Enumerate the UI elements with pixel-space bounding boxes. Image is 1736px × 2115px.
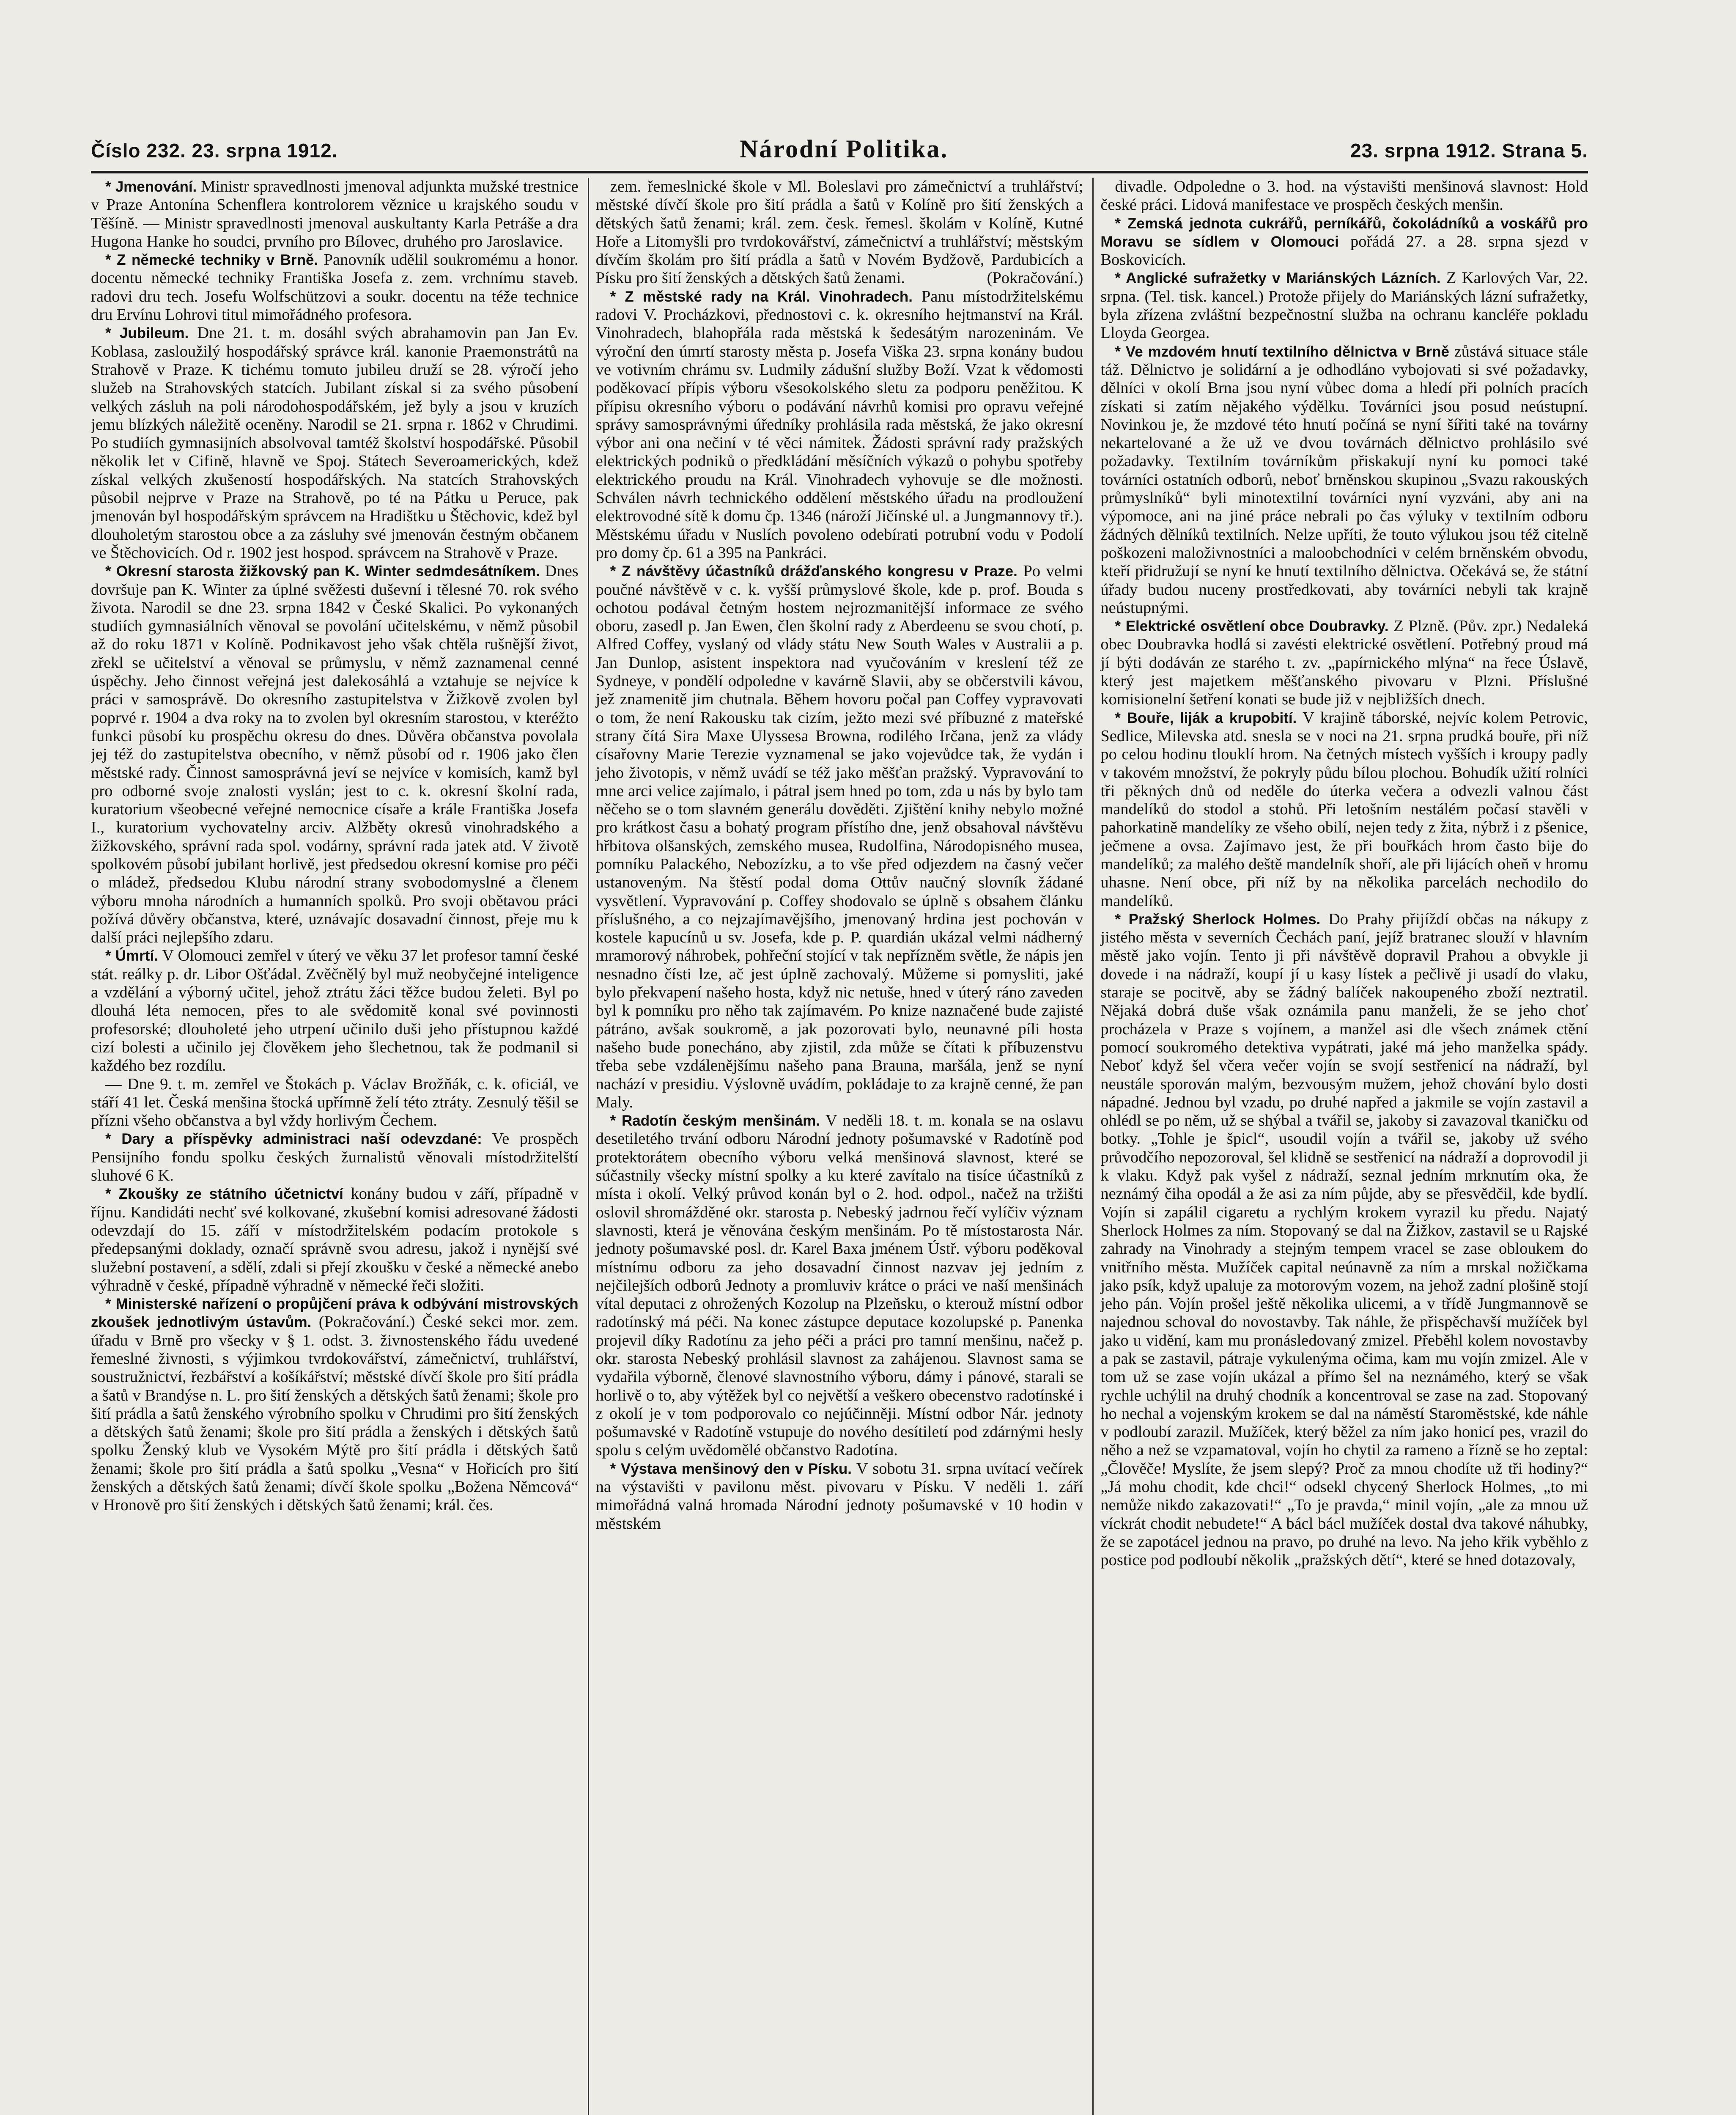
date-page-number: 23. srpna 1912. Strana 5. [1350,140,1588,162]
news-item [91,1295,579,1515]
news-item [596,178,1083,288]
news-item-body: V Olomouci zemřel v úterý ve věku 37 let profesor tamní české stát. reálky p. dr. Libor Ošťádal. Zvěčnělý byl muž neobyčejné inteligence a vzdělání a výborný učitel, jehož ztrátu žáci těžce budou želeti. Byl po dlouhá léta nemocen, přes to ale svědomitě konal své povinnosti profesorské; dlouholeté jeho utrpení učinilo duši jeho přístupnou každé cizí bolesti a učinilo jej člověkem jeho šlechetnou, tak že podmanil si každého bez rozdílu. [91,947,579,1075]
news-item-body: Panovník udělil soukromému a honor. docentu německé techniky Františka Josefa z. zem. vrchnímu staveb. radovi dru tech. Josefu Wolfschützovi a soukr. docentu na téže technice dru Ervínu Lohrovi titul mimořádného profesora. [91,251,579,324]
news-item-body: V sobotu 31. srpna uvítací večírek na výstavišti v pavilonu měst. pivovaru v Písku. V neděli 1. září mimořádná valná hromada Národní jednoty pošumavské v 10 hodin v městském [595,1459,1083,1533]
news-item [91,947,579,1075]
news-item-body: V neděli 18. t. m. konala se na oslavu desetiletého trvání odboru Národní jednoty pošumavské v Radotíně pod protektorátem obecního výboru velká menšinová slavnost, které se súčastnily všecky místní spolky a ku které zavítalo na tisíce účastníků z místa i okolí. Velký průvod konán byl o 2. hod. odpol., načež na tržišti oslovil shromážděné okr. starosta p. Nebeský jadrnou řečí vylíčiv význam slavnosti, která je věnována českým menšinám. Po tě místostarosta Nár. jednoty pošumavské posl. dr. Karel Baxa jménem Ústř. výboru poděkoval místnímu odboru za jeho dosavadní činnost nazvav jej jedním z nejčilejších odborů Jednoty a promluviv krátce o práci ve naší menšinách vítal deputaci z ohrožených Kozolup na Plzeňsku, o kterouž místní odbor radotínský má péči. Na konec zástupce deputace kozolupské p. Panenka projevil díky Radotínu za jeho péči a práci pro tamní menšinu, načež p. okr. starosta Nebeský prohlásil slavnost za zahájenou. Slavnost sama se vydařila výborně, členové slavnostního výboru, dámy i pánové, starali se horlivě o to, aby výtěžek byl co největší a veškero obecenstvo radotínské i z okolí je v tom podporovalo co nejúčinněji. Místní odbor Nár. jednoty pošumavské v Radotíně vstupuje do nového desítiletí pod zdárnými hesly spolu s celým uvědomělé občanstvo Radotína. [595,1112,1083,1459]
news-item-body: zem. řemeslnické škole v Ml. Boleslavi pro zámečnictví a truhlářství; městské dívčí škole pro šití prádla a šatů v Kolíně pro šití ženských a dětských šatů ženami; král. zem. česk. řemesl. školám v Kolíně, Kutné Hoře a Litomyšli pro tvrdokovářství, zámečnictví a truhlářství; městským dívčím školám pro šití prádla a šatů v Novém Bydžově, Pardubicích a Písku pro šití ženských a dětských šatů ženami. [595,178,1083,287]
news-item-body: Z Plzně. (Pův. zpr.) Nedaleká obec Doubravka hodlá si zavésti elektrické osvětlení. Potřebný proud má jí býti dodáván ze starého t. zv. „papírnického mlýna“ na řece Úslavě, který jest majetkem měšťanského pivovaru v Plzni. Příslušné komisionelní šetření konati se bude již v nejbližších dnech. [1100,617,1588,709]
news-item [596,288,1083,562]
news-item-body: Do Prahy přijíždí občas na nákupy z jistého města v severních Čechách paní, jejíž bratranec slouží v hlavním městě jako vojín. Tento ji při návštěvě dopravil Prahou a obvykle ji dovede i na nádraží, koupí jí u kasy lístek a pečlivě ji usadí do vlaku, staraje se pocitvě, aby se žádný balíček nakoupeného zboží neztratil. Nějaká dobrá duše však oznámila panu manželi, že se jeho choť procházela v Praze s vojínem, a manžel asi dle všech známek ctění pomocí soukromého detektiva vypátrati, jaké má jeho manželka spády. Neboť když šel včera večer vojín se svojí sestřenicí na nádraží, byl neustále sporován malým, bezvousým mužem, jehož chování bylo dosti nápadné. Jednou byl vzadu, po druhé napřed a jakmile se vojín zastavil a ohlédl se po něm, už se shýbal a tvářil se, jakoby si zavazoval tkaničku od botky. „Tohle je špicl“, usoudil vojín a tvářil se, jakoby už svého průvodčího nepozoroval, šel klidně se sestřenicí na nádraží a doprovodil ji k vlaku. Když pak vyšel z nádraží, seznal jedním mrknutím oka, že neznámý čiha opodál a že asi za ním půjde, aby se přesvědčil, kde bydlí. Vojín si zapálil cigaretu a rychlým krokem vyrazil ku předu. Najatý Sherlock Holmes za ním. Stopovaný se dal na Žižkov, zastavil se u Rajské zahrady na Vinohrady a stejným tempem vracel se zase obloukem do vnitřního města. Mužíček capital neúnavně za ním a mrskal nožičkama jako psík, když upaluje za motorovým vozem, na jehož zadní plošině stojí jeho pán. Vojín prošel ještě několika ulicemi, a v třídě Jungmannově se najednou schoval do novostavby. Tak náhle, že přispěchavší mužíček byl jako u vidění, kam mu pronásledovaný zmizel. Přeběhl kolem novostavby a pak se zastavil, pátraje vykulenýma očima, kam mu vojín zmizel. Ale v tom už se zase vojín ukázal a přímo šel na neznámého, který se však rychle uchýlil na druhý chodník a koncentroval se zase na zad. Stopovaný ho nechal a vojenským krokem se dal na náměstí Staroměstské, kde náhle v podloubí zarazil. Mužíček, který běžel za ním jako honicí pes, vrazil do něho a než se vzpamatoval, vojín ho chytil za rameno a řízně se ho zeptal: „Člověče! Myslíte, že jsem slepý? Proč za mnou chodíte už tři hodiny?“ „Já mohu chodit, kde chci!“ odsekl chycený Sherlock Holmes, „to mi nemůže nikdo zakazovati!“ „To je pravda,“ minil vojín, „ale za mnou už víckrát chodit nebudete!“ A bácl bácl mužíček dostal dva takové náhubky, že se zapotácel jednou na pravo, po druhé na levo. Na jeho křik vyběhlo z postice pod podloubí několik „pražských dětí“, které se hned dotazovaly, [1100,910,1588,1569]
news-item [1100,214,1588,269]
news-item-heading: * Okresní starosta žižkovský pan K. Winter sedmdesátníkem. [105,563,540,580]
news-item-heading: * Anglické sufražetky v Mariánských Lázních. [1115,270,1441,287]
news-item-body: konány budou v září, případně v říjnu. Kandidáti nechť své kolkované, zkušební komisi adresované žádosti odevzdají do 15. září v místodržitelském podacím protokole s předepsanými doklady, označí správně svou adresu, jakož i nynější své služební postavení, a sdělí, zdali si přejí zkoušku v české a německé anebo výhradně v české, případně výhradně v německé řeči složiti. [91,1185,579,1294]
column-1 [91,178,579,2115]
news-item-body: V krajině táborské, nejvíc kolem Petrovic, Sedlice, Milevska atd. snesla se v noci na 21. srpna prudká bouře, při níž po celou hodinu tlouklí hrom. Na četných místech vyšších i kroupy padly v takovém množství, že pokryly půdu bílou plochou. Bohudík užití rolníci tři pěkných dnů od neděle do úterka večera a odvezli valnou část mandelíků do stodol a stohů. Při letošním nestálém počasí stavěli v pahorkatině mandelíky ze všeho obilí, nejen tedy z žita, nýbrž i z pšenice, ječmene a ovsa. Zajímavo jest, že při bouřkách hrom často bije do mandelíků; za malého deště mandelník shoří, ale při lijácích oheň v hromu uhasne. Není obce, při níž by na několika parcelách nechodilo do mandelíků. [1100,709,1588,910]
news-item-heading: * Z návštěvy účastníků drážďanského kongresu v Praze. [610,563,1017,580]
masthead [91,135,1588,168]
news-item-heading: * Ministerské nařízení o propůjčení práva k odbývání mistrovských zkoušek jednotlivým ústavům. [91,1296,579,1331]
news-item-body: — Dne 9. t. m. zemřel ve Štokách p. Václav Brožňák, c. k. oficiál, ve stáří 41 let. Česká menšina štocká upřímně želí této ztráty. Zesnulý těšil se přízni všeho občanstva a byl vždy horlivým Čechem. [91,1075,579,1130]
news-item-heading: * Dary a příspěvky administraci naší odevzdané: [105,1131,482,1148]
issue-number-date: Číslo 232. 23. srpna 1912. [91,140,338,162]
news-item-body: zůstává situace stále táž. Dělnictvo je solidární a je odhodláno vybojovati si své požadavky, dělníci v okolí Brna jsou nyní vůbec doma a hledí při polních pracích získati si zatím nějakého výdělku. Továrníci jsou posud neústupní. Novinkou je, že mzdové této hnutí počíná se nyní šířiti také na továrny nekartelované a že už ve dvou továrnách dělnictvo prohlásilo své požadavky. Textilním továrníkům přiskakují nyní ku pomoci také továrníci ostatních odborů, neboť brněnskou skupinou „Svazu rakouských průmyslníků“ byli minotextilní továrníci nyní vyzváni, aby ani na výpomoce, ani na jiné práce nebrali po čas výluky v textilním odboru žádných dělníků textilních. Nelze upříti, že touto výlukou jsou též citelně poškozeni maloživnostníci a maloobchodníci v celém brněnském obvodu, kteří přidružují se nyní ke hnutí textilního dělnictva. Očekává se, že státní úřady budou nuceny prostředkovati, aby továrníci nebyli tak krajně neústupnými. [1100,342,1588,617]
news-item-heading: * Bouře, liják a krupobití. [1115,709,1297,726]
news-item-body: Dne 21. t. m. dosáhl svých abrahamovin pan Jan Ev. Koblasa, zasloužilý hospodářský správce král. kanonie Praemonstrátů na Strahově v Praze. K tichému tomuto jubileu druží se 28. výročí jeho služeb na Strahovských statcích. Jubilant získal si za svého působení velkých zásluh na poli národohospodářském, jež byly a jsou v kruzích jemu blízkých náležitě oceněny. Narodil se 21. srpna r. 1862 v Chrudimi. Po studiích gymnasijních absolvoval tamtéž školství hospodářské. Působil několik let v Cifině, hlavně ve Spoj. Státech Severoamerických, kdež získal velkých zkušeností hospodářských. Na statcích Strahovských působil nejprve v Praze na Strahově, po té na Pátku u Peruce, pak jmenován byl hospodářským správcem na Hradištku u Štěchovic, kdež byl dlouholetým starostou obce a za zásluhy své jmenován čestným občanem ve Štěchovicích. Od r. 1902 jest hospod. správcem na Strahově v Praze. [91,324,579,562]
news-item-body: Z Karlových Var, 22. srpna. (Tel. tisk. kancel.) Protože přijely do Mariánských lázní sufražetky, byla zřízena zvláštní bezpečnostní služba na ochranu kancléře pokladu Lloyda Georgea. [1100,269,1588,342]
news-item-heading: * Pražský Sherlock Holmes. [1115,911,1321,928]
news-item [1100,617,1588,709]
news-item [1100,343,1588,617]
news-item-body: Panu místodržitelskému radovi V. Procházkovi, přednostovi c. k. okresního hejtmanství na Král. Vinohradech, blahopřála rada městská k šedesátým narozeninám. Ve výroční den úmrtí starosty města p. Josefa Viška 23. srpna konány budou ve votivním chrámu sv. Ludmily zádušní služby Boží. Vzat k vědomosti poděkovací přípis výboru všesokolského sletu za podporu peněžitou. K přípisu okresního výboru o podávání návrhů komisi pro opravu veřejné správy samosprávnými úředníky prohlásila rada městská, že jako okresní výbor ani ona nečiní v té věci námitek. Žádosti správní rady pražských elektrických podniků o předkládání měsíčních výkazů o pohybu spotřeby elektrického proudu na Král. Vinohradech vyhovuje se dle možnosti. Schválen návrh technického oddělení městského úřadu na prodloužení elektrovodné sítě k domu čp. 1346 (nároží Jičínské ul. a Jungmannovy tř.). Městskému úřadu v Nuslích povoleno odebírati potrubní vodu v Podolí pro domy čp. 61 a 395 na Pankráci. [595,287,1083,562]
news-item-body: Po velmi poučné návštěvě v c. k. vyšší průmyslové škole, kde p. prof. Bouda s ochotou podával četným hostem nejrozmanitější informace ze svého oboru, zasedl p. Jan Ewen, člen školní rady z Aberdeenu se svou chotí, p. Alfred Coffey, vyslaný od vlády státu New South Wales v Australii a p. Jan Dunlop, asistent inspektora nad vyučováním v kreslení též ze Sydneye, v pondělí odpoledne v kavárně Slavii, aby se občerstvili kávou, jež znamenitě jim chutnala. Během hovoru počal pan Coffey vypravovati o tom, že není Rakousku tak cizím, ježto mezi své příbuzné z mateřské strany čítá Sira Maxe Ulyssesa Browna, rodilého Irčana, jenž za vlády císařovny Marie Terezie vyznamenal se jako vojevůdce tak, že vydán i jeho životopis, v němž uvádí se též jako měšťan pražský. Vypravování to mne arci velice zajímalo, i pátral jsem hned po tom, zda u nás by bylo tam něčeho se o tom slavném generálu dověděti. Zjištění knihy nebylo možné pro krátkost času a bohatý program přístího dne, jenž obsahoval návštěvu hřbitova olšanských, zemského musea, Rudolfina, Národopisného musea, pomníku Palackého, Nebozízku, a to vše před odjezdem na časný večer ustanoveným. Na štěstí podal doma Ottův naučný slovník žádané vysvětlení. Vypravování p. Coffey shodovalo se úplně s obsahem článku příslušného, a co nejzajímavějšího, jmenovaný hrdina jest pochován v kostele kapucínů u sv. Josefa, kde p. P. quardián ukázal velmi nádherný mramorový náhrobek, pohřeční stojící v tak nepřízněm světle, že nápis jen nesnadno čísti lze, ač jest úplně zachovalý. Můžeme si pomysliti, jaké bylo překvapení našeho hosta, když nic netuše, hned v úterý ráno zaveden byl k pomníku pro něho tak zajímavém. Po knize naznačené bude zajisté pátráno, avšak soukromě, a jak pozorovati bylo, neunavné píli hosta našeho bude ponecháno, aby zjistil, zda může se čítati k příbuzenstvu třeba sebe vzdálenějšímu našeho pana Brauna, maršála, jenž se nyní nachází v presidiu. Výslovně uvádím, pokládaje to za krajně cenné, že pan Maly. [595,562,1083,1111]
column-3 [1092,178,1588,2115]
news-item-heading: * Úmrtí. [105,948,158,964]
news-item-heading: * Elektrické osvětlení obce Doubravky. [1115,618,1389,635]
news-item-heading: * Z městské rady na Král. Vinohradech. [610,288,913,305]
news-item-heading: * Z německé techniky v Brně. [105,252,318,269]
header-rule [91,171,1588,173]
news-item-body: Ve prospěch Pensijního fondu spolku českých žurnalistů věnovali místodržitelští sluhové 6 K. [91,1130,579,1185]
news-item [91,251,579,324]
news-item-body: divadle. Odpoledne o 3. hod. na výstavišti menšinová slavnost: Hold české práci. Lidová manifestace ve prospěch českých menšin. [1100,178,1588,214]
news-item [1100,269,1588,342]
news-item-heading: * Jubileum. [105,325,189,342]
column-2 [588,178,1083,2115]
news-item [91,178,579,251]
news-item-heading: * Zkoušky ze státního účetnictví [105,1186,343,1203]
article-columns [91,178,1588,2115]
news-item-body: Ministr spravedlnosti jmenoval adjunkta mužské trestnice v Praze Antonína Schenflera kontrolorem věznice u krajského soudu v Těšíně. — Ministr spravedlnosti jmenoval auskultanty Karla Petráše a dra Hugona Hanke ho soudci, prvního pro Bílovec, druhého pro Jaroslavice. [91,178,579,250]
news-item [1100,178,1588,214]
news-item [91,1130,579,1185]
news-item-heading: * Radotín českým menšinám. [610,1112,820,1129]
news-item [596,1460,1083,1533]
news-item-body: pořádá 27. a 28. srpna sjezd v Boskovicích. [1100,232,1588,269]
news-item [91,1185,579,1295]
news-item-heading: * Ve mzdovém hnutí textilního dělnictva v Brně [1115,343,1449,360]
news-item-body: (Pokračování.) České sekci mor. zem. úřadu v Brně pro všecky v § 1. odst. 3. živnostenského řádu uvedené řemeslné živnosti, s výjimkou tvrdokovářství, zámečnictví, truhlářství, soustružnictví, řezbářství a košíkářství; městské dívčí škole pro šití prádla a šatů v Brandýse n. L. pro šití ženských a dětských šatů ženami; škole pro šití prádla a šatů ženského výrobního spolku v Chrudimi pro šití ženských a dětských šatů ženami; škole pro šití prádla a ženských i dětských šatů spolku Ženský klub ve Vysokém Mýtě pro šití prádla i dětských šatů ženami; škole pro šití prádla a šatů spolku „Vesna“ v Hořicích pro šití ženských a dětských šatů ženami; dívčí škole spolku „Božena Němcová“ v Hronově pro šití ženských i dětských šatů ženami; král. čes. [91,1313,579,1514]
newspaper-title: Národní Politika. [740,135,949,163]
news-item [91,324,579,562]
news-item-heading: * Zemská jednota cukrářů, perníkářů, čokoládníků a voskářů pro Moravu se sídlem v Olomouci [1100,215,1588,250]
news-item [91,562,579,947]
news-item-body: Dnes dovršuje pan K. Winter za úplné svěžesti duševní i tělesné 70. rok svého života. Narodil se dne 23. srpna 1842 v České Skalici. Po vykonaných studiích gymnasiálních věnoval se povolání učitelskému, v němž působil až do roku 1871 v Kolíně. Podnikavost jeho však chtěla rušnější život, zřekl se učitelství a věnoval se průmyslu, v němž zaznamenal cenné úspěchy. Jeho činnost veřejná jest dalekosáhlá a vztahuje se nejvíce k práci v samosprávě. Do okresního zastupitelstva v Žižkově zvolen byl poprvé r. 1904 a dva roky na to zvolen byl okresním starostou, v kteréžto funkci působí ku prospěchu okresu do dnes. Důvěra občanstva povolala jej též do zastupitelstva obecního, v němž působí od r. 1906 jako člen městské rady. Činnost samosprávná jeví se nejvíce v komisích, kamž byl pro odborné svoje znalosti vyslán; jest to c. k. okresní školní rada, kuratorium všeobecné veřejné nemocnice císaře a krále Františka Josefa I., kuratorium vychovatelny arciv. Alžběty okresů vinohradského a žižkovského, správní rada spol. vodárny, správní rada jatek atd. V životě spolkovém působí jubilant horlivě, jest předsedou okresní komise pro péči o mládež, předsedou Klubu národní strany svobodomyslné a členem výboru mnoha národních a humanních spolků. Pro svoji obětavou práci požívá důvěry občanstva, které, uznávajíc dosavadní činnost, přeje mu k další práci nejlepšího zdaru. [91,562,579,947]
continuation-note: (Pokračování.) [987,269,1083,287]
news-item [1100,910,1588,1570]
news-item [91,1075,579,1130]
news-item-heading: * Výstava menšinový den v Písku. [610,1460,852,1477]
news-item [1100,709,1588,910]
news-item [596,562,1083,1112]
news-item-heading: * Jmenování. [105,179,197,195]
news-item [596,1112,1083,1460]
